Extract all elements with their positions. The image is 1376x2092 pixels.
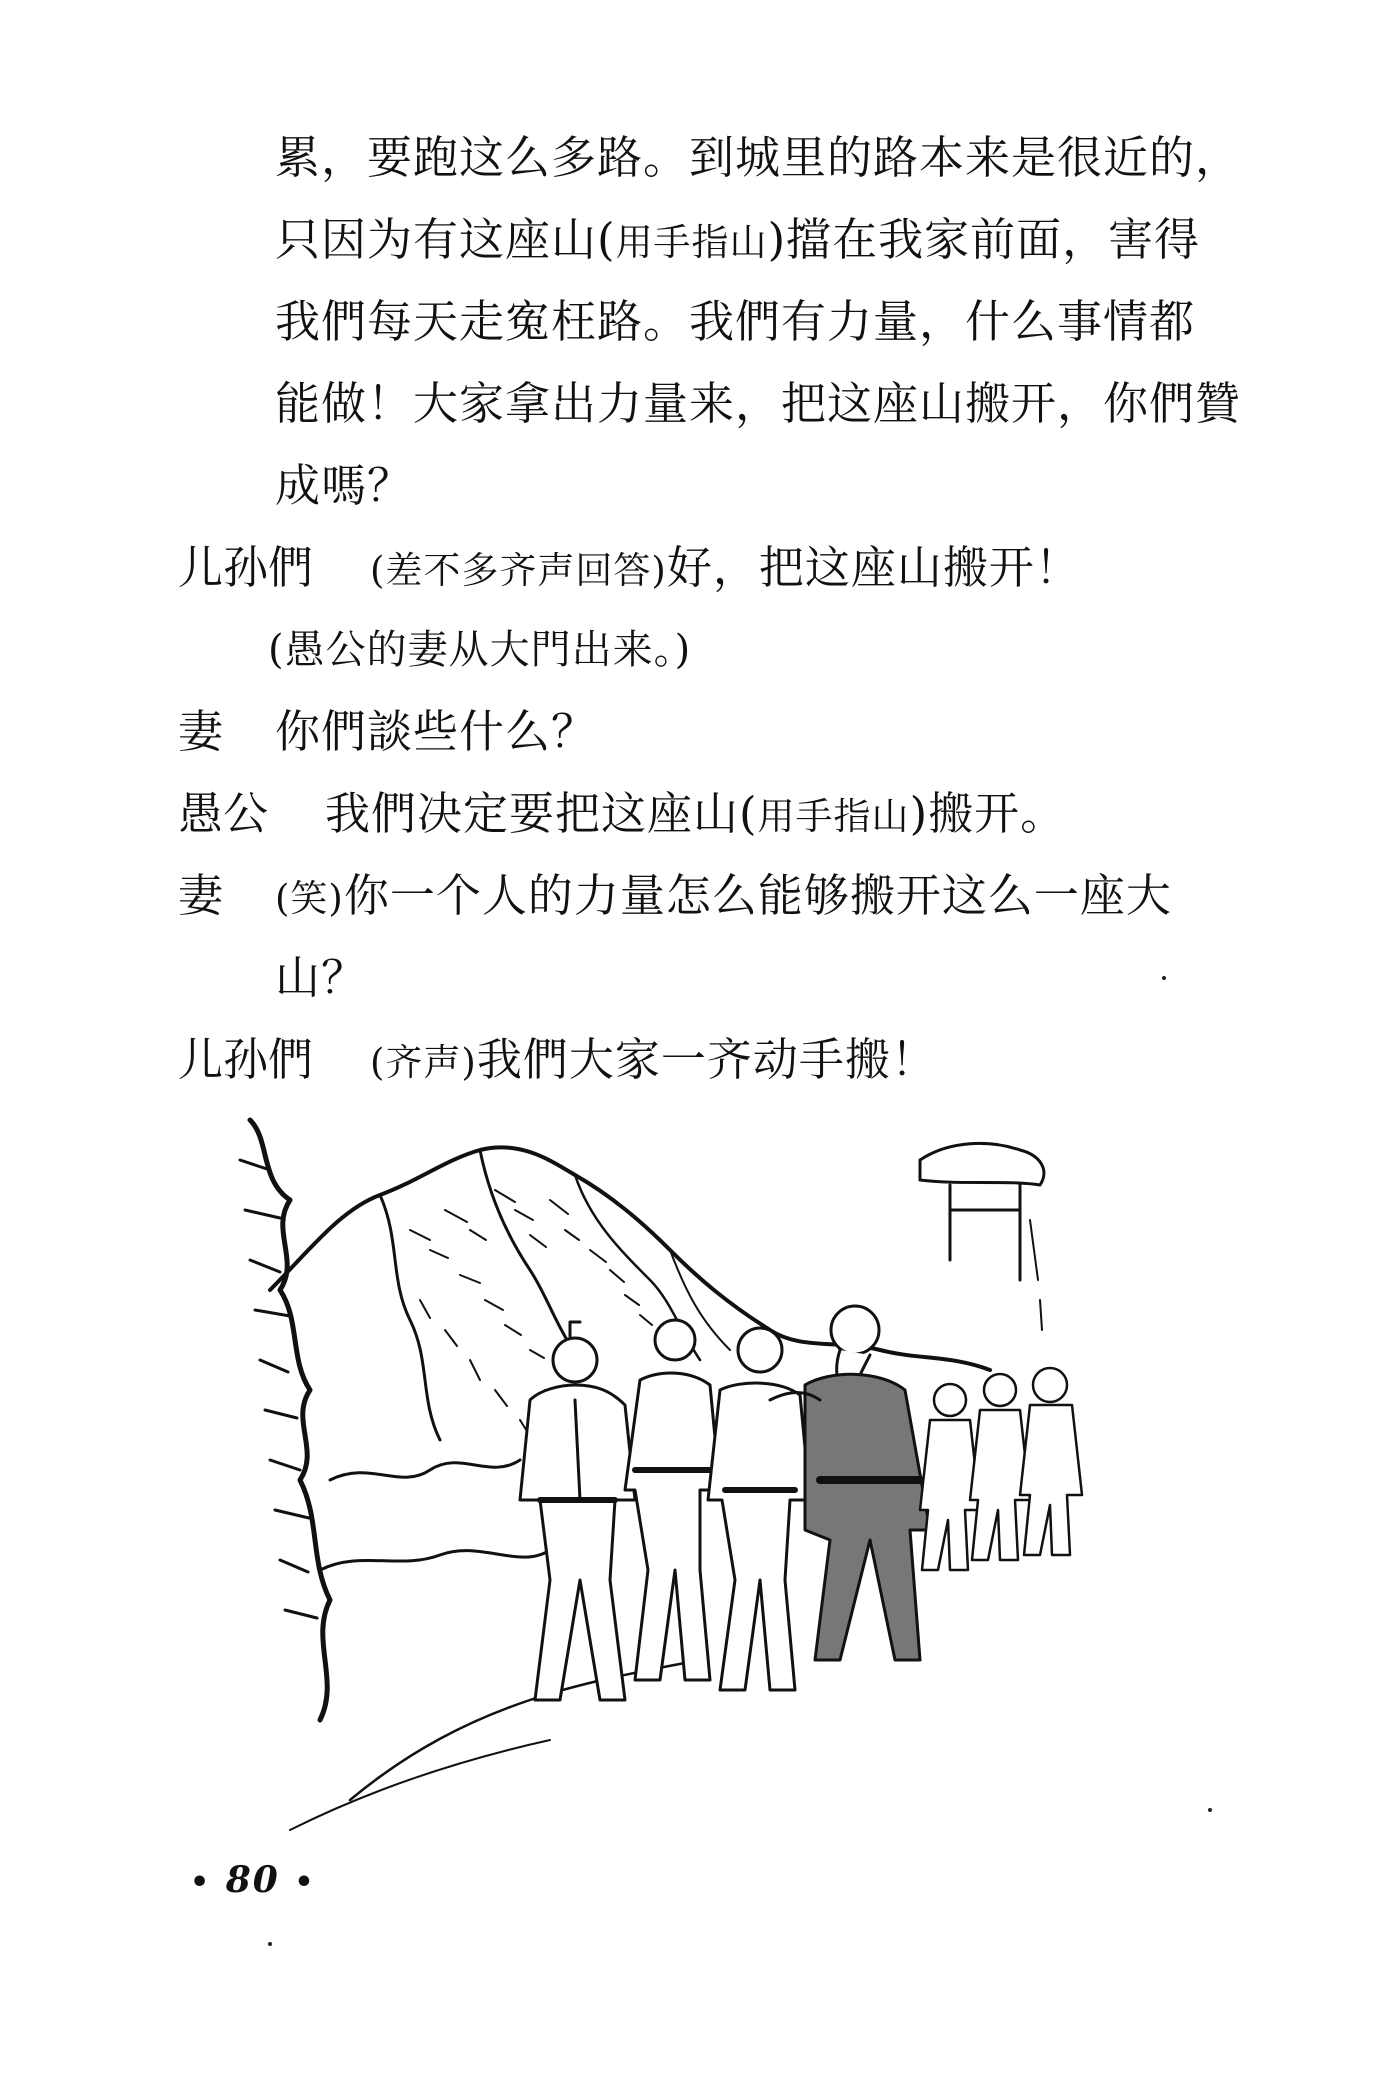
speaker-yugong: 愚公	[178, 787, 269, 840]
scan-speck	[1208, 1808, 1212, 1812]
figure-1	[520, 1322, 635, 1700]
text-line-1: 累，要跑这么多路。到城里的路本来是很近的，	[275, 131, 1242, 184]
text-line-2-c: )擋在我家前面，害得	[767, 213, 1201, 266]
scan-speck	[268, 1942, 272, 1946]
speech-b: )搬开。	[909, 787, 1067, 840]
speech-a: 我們决定要把这座山(	[325, 787, 758, 840]
speech: 我們大家一齐动手搬！	[476, 1033, 937, 1086]
figure-2	[625, 1320, 720, 1680]
speaker-wife: 妻	[178, 705, 224, 758]
text-line-5: 成嗎？	[275, 459, 414, 512]
text-line-2-a: 只因为有这座山(	[275, 213, 616, 266]
page-number-dot-left: •	[190, 1865, 212, 1900]
illustration	[230, 1100, 1190, 1840]
speaker-children: 儿孙們	[178, 1033, 314, 1086]
dialogue-line-1	[370, 538, 1081, 601]
scan-speck	[1162, 976, 1166, 980]
dialogue-line-4	[275, 866, 1172, 929]
stage-direction: 用手指山	[615, 221, 768, 264]
figure-children	[920, 1368, 1082, 1570]
stage-direction-line: (愚公的妻从大門出来。)	[268, 627, 692, 673]
stage-direction: (笑)	[275, 877, 344, 920]
figure-3	[708, 1328, 810, 1690]
speaker-children: 儿孙們	[178, 541, 314, 594]
speech: 好，把这座山搬开！	[666, 541, 1081, 594]
speaker-wife: 妻	[178, 869, 224, 922]
stage-direction: (差不多齐声回答)	[370, 549, 667, 592]
page-number-value: 80	[225, 1859, 280, 1901]
dialogue-line-4-cont: 山？	[275, 951, 368, 1004]
text-line-2	[275, 210, 1200, 273]
page-number-dot-right: •	[294, 1865, 316, 1900]
page-number	[190, 1855, 316, 1908]
stage-direction: (齐声)	[370, 1041, 477, 1084]
speech: 你一个人的力量怎么能够搬开这么一座大	[343, 869, 1172, 922]
text-line-3: 我們每天走寃枉路。我們有力量，什么事情都	[275, 295, 1196, 348]
text-line-4: 能做！大家拿出力量来，把这座山搬开，你們贊	[275, 377, 1242, 430]
dialogue-line-2: 你們談些什么？	[275, 705, 598, 758]
dialogue-line-5	[370, 1030, 937, 1093]
dialogue-line-3	[325, 784, 1066, 847]
stage-direction: 用手指山	[757, 795, 910, 838]
